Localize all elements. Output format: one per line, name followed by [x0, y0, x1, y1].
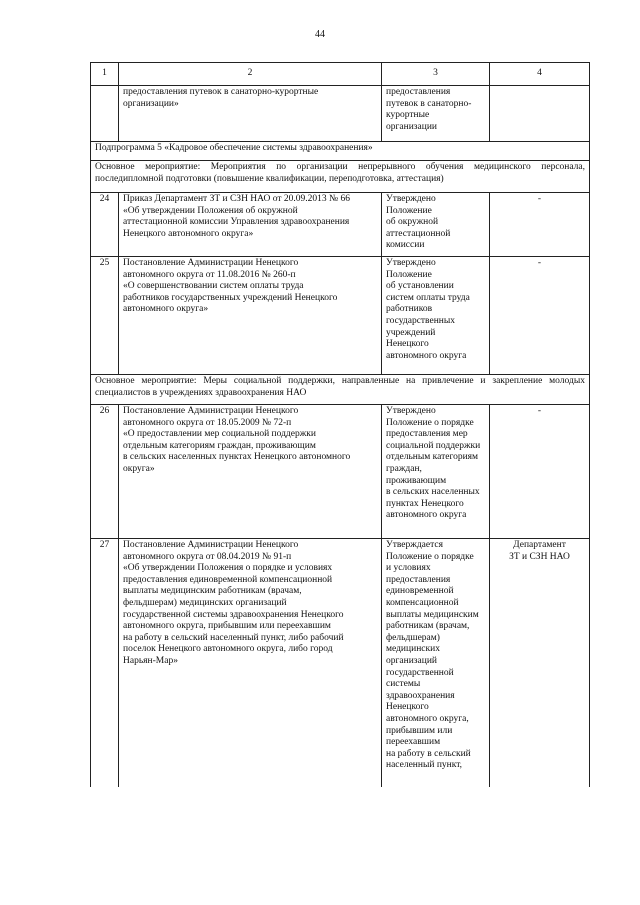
table-row — [91, 193, 590, 257]
row-number: 24 — [91, 193, 119, 257]
header-col-4: 4 — [490, 63, 590, 86]
table-row — [91, 257, 590, 375]
activity-title-1: Основное мероприятие: Мероприятия по организации непрерывного обучения медицинского персонала, последипломной подготовки (повышение квалификации, переподготовка, аттестация) — [91, 161, 590, 193]
row-number: 25 — [91, 257, 119, 375]
row-responsible-text: - — [537, 194, 542, 204]
row-document-text: Постановление Администрации Ненецкого автономного округа от 18.05.2009 № 72-п «О предоставлении мер социальной поддержки отдельным категориям граждан, проживающим в сельских населенных пунктах Ненецкого автономного округа» — [123, 406, 351, 474]
activity-row — [91, 161, 590, 193]
row-responsible — [490, 539, 590, 788]
row-status-text: Утверждено Положение об окружной аттестационной комиссии — [386, 194, 451, 251]
row-status-cell — [382, 193, 490, 257]
row-status-cell — [382, 257, 490, 375]
continuation-status-text: предоставления путевок в санаторно- курортные организации — [386, 87, 472, 132]
continuation-responsible-cell — [490, 86, 590, 142]
table-row — [91, 539, 590, 788]
row-status-text: Утверждается Положение о порядке и условиях предоставления единовременной компенсационной выплаты медицинским работникам (врачам, фельдшерам) медицинских организаций государственной системы здравоохранения Ненецкого автономного округа, прибывшим или переехавшим на работу в сельский населенный пункт, — [386, 540, 479, 771]
document-table — [90, 62, 590, 787]
subprogram-row — [91, 142, 590, 161]
continuation-doc-cell — [119, 86, 382, 142]
row-number: 27 — [91, 539, 119, 788]
header-col-3: 3 — [382, 63, 490, 86]
row-number: 26 — [91, 405, 119, 539]
row-responsible-text: Департамент ЗТ и СЗН НАО — [509, 540, 570, 562]
header-col-1: 1 — [91, 63, 119, 86]
row-status-text: Утверждено Положение об установлении систем оплаты труда работников государственных учреждений Ненецкого автономного округа — [386, 258, 470, 361]
activity-title-2: Основное мероприятие: Меры социальной поддержки, направленные на привлечение и закрепление молодых специалистов в учреждениях здравоохранения НАО — [91, 375, 590, 405]
row-document-cell — [119, 539, 382, 788]
row-document-text: Постановление Администрации Ненецкого автономного округа от 08.04.2019 № 91-п «Об утверждении Положения о порядке и условиях предоставления единовременной компенсационной выплаты медицинским работникам (врачам, фельдшерам) медицинских организаций государственной системы здравоохранения Ненецкого автономного округа, прибывшим или переехавшим на работу в сельский населенный пункт, либо рабочий поселок Ненецкого автономного округа, либо город Нарьян-Мар» — [123, 540, 344, 666]
row-document-cell — [119, 193, 382, 257]
row-status-text: Утверждено Положение о порядке предоставления мер социальной поддержки отдельным категориям граждан, проживающим в сельских населенных пунктах Ненецкого автономного округа — [386, 406, 481, 521]
table-header-row — [91, 63, 590, 86]
row-status-cell — [382, 539, 490, 788]
header-col-2: 2 — [119, 63, 382, 86]
page-number: 44 — [315, 29, 325, 40]
continuation-num-cell — [91, 86, 119, 142]
row-status-cell — [382, 405, 490, 539]
activity-row — [91, 375, 590, 405]
row-document-cell — [119, 257, 382, 375]
subprogram-title: Подпрограмма 5 «Кадровое обеспечение системы здравоохранения» — [91, 142, 590, 161]
row-document-text: Постановление Администрации Ненецкого автономного округа от 11.08.2016 № 260-п «О совершенствовании систем оплаты труда работников государственных учреждений Ненецкого автономного округа» — [123, 258, 338, 315]
row-document-cell — [119, 405, 382, 539]
continuation-doc-text: предоставления путевок в санаторно-курортные организации» — [123, 87, 319, 109]
row-document-text: Приказ Департамент ЗТ и СЗН НАО от 20.09.2013 № 66 «Об утверждении Положения об окружной аттестационной комиссии Управления здравоохранения Ненецкого автономного округа» — [123, 194, 350, 239]
row-responsible-text: - — [537, 258, 542, 268]
table-row — [91, 405, 590, 539]
row-responsible — [490, 405, 590, 539]
row-responsible — [490, 193, 590, 257]
continuation-status-cell — [382, 86, 490, 142]
row-responsible — [490, 257, 590, 375]
row-responsible-text: - — [537, 406, 542, 416]
continuation-row — [91, 86, 590, 142]
